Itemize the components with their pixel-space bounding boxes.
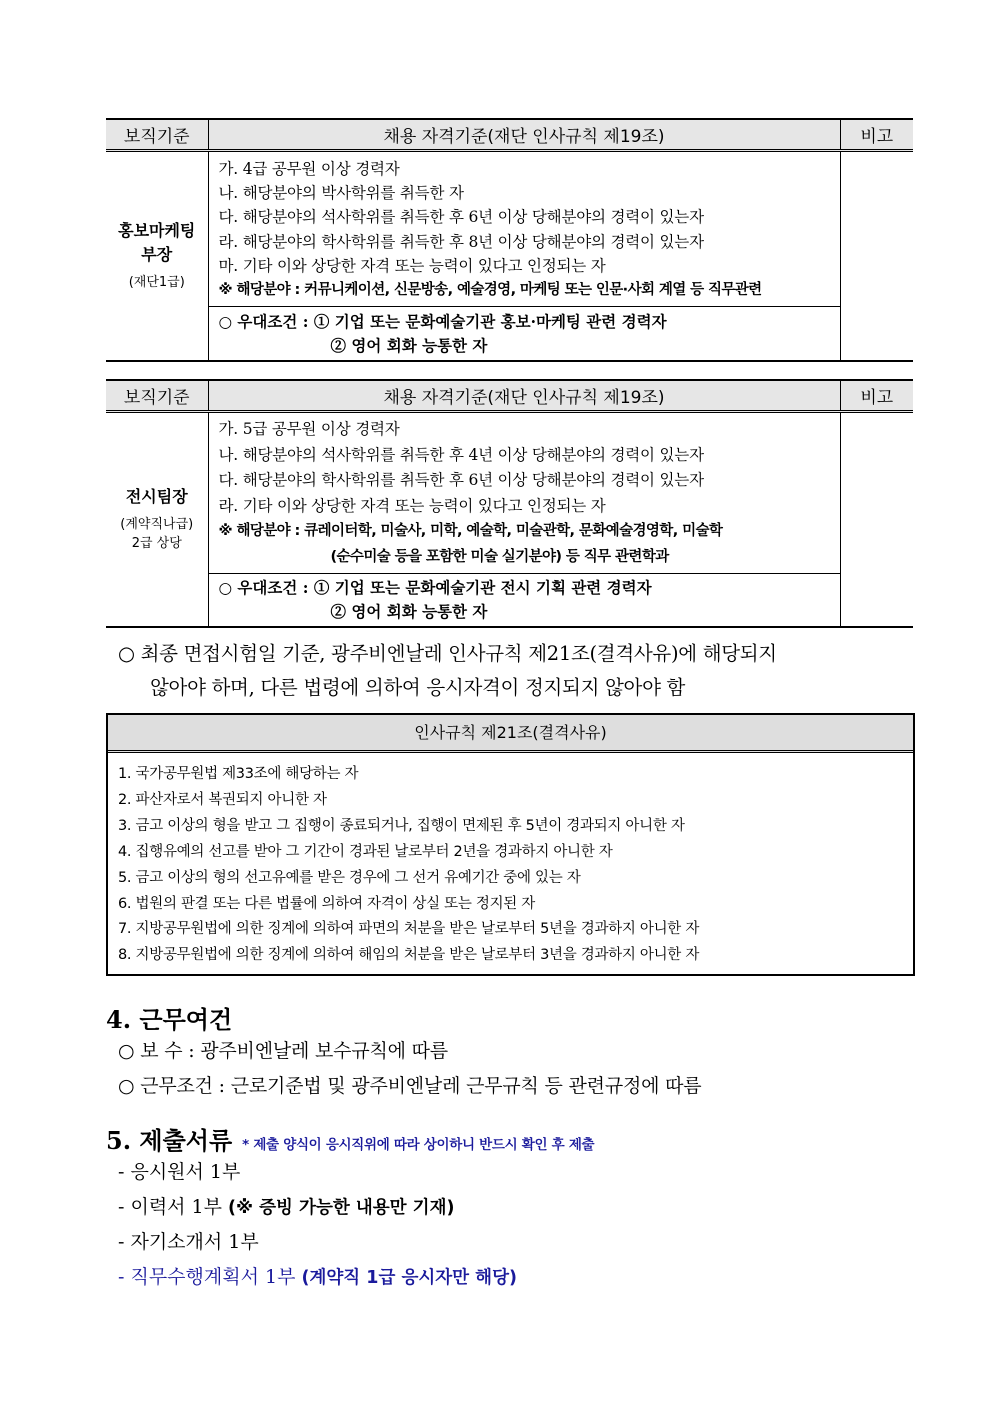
document-item-text: - 직무수행계획서 1부: [118, 1266, 302, 1288]
document-item-text: - 응시원서 1부: [118, 1161, 241, 1183]
preference-line: ② 영어 회화 능통한 자: [330, 335, 488, 355]
disqualification-note-2: 않아야 하며, 다른 법령에 의하여 응시자격이 정지되지 않아야 함: [150, 676, 686, 699]
position-grade: (재단1급): [128, 274, 185, 290]
field-note: ※ 해당분야 : 큐레이터학, 미술사, 미학, 예술학, 미술관학, 문화예술경영학, 미술학: [218, 523, 723, 539]
rule-item: 8. 지방공무원법에 의한 징계에 의하여 해임의 처분을 받은 날로부터 3년을 경과하지 아니한 자: [118, 947, 700, 964]
requirement-item: 라. 해당분야의 학사학위를 취득한 후 8년 이상 당해분야의 경력이 있는자: [218, 232, 704, 251]
rule-item: 5. 금고 이상의 형의 선고유예를 받은 경우에 그 선거 유예기간 중에 있는 자: [118, 869, 581, 886]
requirement-item: 나. 해당분야의 박사학위를 취득한 자: [218, 184, 464, 203]
document-item: [118, 1262, 517, 1289]
document-item-text: - 자기소개서 1부: [118, 1231, 259, 1253]
position-grade-2: 2급 상당: [131, 536, 182, 552]
rules-box: [106, 713, 915, 976]
rule-item: 1. 국가공무원법 제33조에 해당하는 자: [118, 766, 359, 782]
requirement-item: 다. 해당분야의 석사학위를 취득한 후 6년 이상 당해분야의 경력이 있는자: [218, 208, 704, 227]
position-name: 홍보마케팅: [118, 221, 196, 241]
preference-line: ○ 우대조건 : ① 기업 또는 문화예술기관 전시 기획 관련 경력자: [218, 578, 652, 597]
position-grade: (계약직나급): [120, 517, 194, 533]
requirements-cell: [208, 151, 840, 307]
document-item-text: - 이력서 1부: [118, 1196, 229, 1218]
working-condition-item: ○ 보 수 : 광주비엔날레 보수규칙에 따름: [118, 1040, 448, 1062]
preference-line: ○ 우대조건 : ① 기업 또는 문화예술기관 홍보·마케팅 관련 경력자: [218, 311, 667, 331]
document-item: [118, 1192, 454, 1219]
position-cell: [106, 151, 208, 362]
section-5-title: [106, 1121, 594, 1156]
document-item-note: (계약직 1급 응시자만 해당): [301, 1268, 517, 1288]
requirement-item: 라. 기타 이와 상당한 자격 또는 능력이 있다고 인정되는 자: [218, 496, 606, 515]
document-item-note: (※ 증빙 가능한 내용만 기재): [228, 1198, 455, 1218]
position-name-2: 부장: [141, 244, 173, 264]
requirement-item: 가. 5급 공무원 이상 경력자: [218, 420, 400, 438]
rule-item: 4. 집행유예의 선고를 받아 그 기간이 경과된 날로부터 2년을 경과하지 아니한 자: [118, 843, 613, 860]
document-item: [118, 1157, 240, 1184]
rule-item: 7. 지방공무원법에 의한 징계에 의하여 파면의 처분을 받은 날로부터 5년을 경과하지 아니한 자: [118, 921, 700, 938]
header-position: 보직기준: [106, 380, 208, 412]
position-table-exhibition: [106, 379, 913, 628]
rule-item: 6. 법원의 판결 또는 다른 법률에 의하여 자격이 상실 또는 정지된 자: [118, 895, 536, 912]
requirement-item: 마. 기타 이와 상당한 자격 또는 능력이 있다고 인정되는 자: [218, 256, 606, 275]
preference-cell: [208, 307, 840, 362]
document-item: [118, 1227, 259, 1254]
header-qualification: 채용 자격기준(재단 인사규칙 제19조): [208, 119, 840, 151]
requirement-item: 가. 4급 공무원 이상 경력자: [218, 159, 400, 178]
field-note: ※ 해당분야 : 커뮤니케이션, 신문방송, 예술경영, 마케팅 또는 인문·사회 계열 등 직무관련: [218, 281, 762, 298]
section-5-title-text: 5. 제출서류: [106, 1126, 233, 1155]
header-remarks: 비고: [840, 119, 913, 151]
disqualification-note: ○ 최종 면접시험일 기준, 광주비엔날레 인사규칙 제21조(결격사유)에 해당되지: [118, 642, 777, 665]
preference-line: ② 영어 회화 능통한 자: [330, 602, 488, 621]
position-cell: [106, 412, 208, 628]
rule-item: 3. 금고 이상의 형을 받고 그 집행이 종료되거나, 집행이 면제된 후 5년이 경과되지 아니한 자: [118, 817, 685, 834]
requirement-item: 나. 해당분야의 석사학위를 취득한 후 4년 이상 당해분야의 경력이 있는자: [218, 445, 704, 464]
position-name: 전시팀장: [125, 487, 188, 507]
header-qualification: 채용 자격기준(재단 인사규칙 제19조): [208, 380, 840, 412]
requirement-item: 다. 해당분야의 학사학위를 취득한 후 6년 이상 당해분야의 경력이 있는자: [218, 471, 704, 489]
working-condition-item: ○ 근무조건 : 근로기준법 및 광주비엔날레 근무규칙 등 관련규정에 따름: [118, 1075, 702, 1097]
rule-item: 2. 파산자로서 복권되지 아니한 자: [118, 791, 327, 808]
preference-cell: [208, 574, 840, 628]
section-4-title: 4. 근무여건: [106, 1005, 233, 1034]
rules-list: [108, 753, 913, 974]
requirements-cell: [208, 412, 840, 574]
header-remarks: 비고: [840, 380, 913, 412]
position-table-marketing: [106, 118, 913, 362]
remarks-cell: [840, 151, 913, 362]
header-position: 보직기준: [106, 119, 208, 151]
remarks-cell: [840, 412, 913, 628]
field-note-2: (순수미술 등을 포함한 미술 실기분야) 등 직무 관련학과: [330, 548, 669, 565]
submission-hint: * 제출 양식이 응시직위에 따라 상이하니 반드시 확인 후 제출: [242, 1137, 595, 1153]
rules-title: 인사규칙 제21조(결격사유): [108, 715, 913, 753]
